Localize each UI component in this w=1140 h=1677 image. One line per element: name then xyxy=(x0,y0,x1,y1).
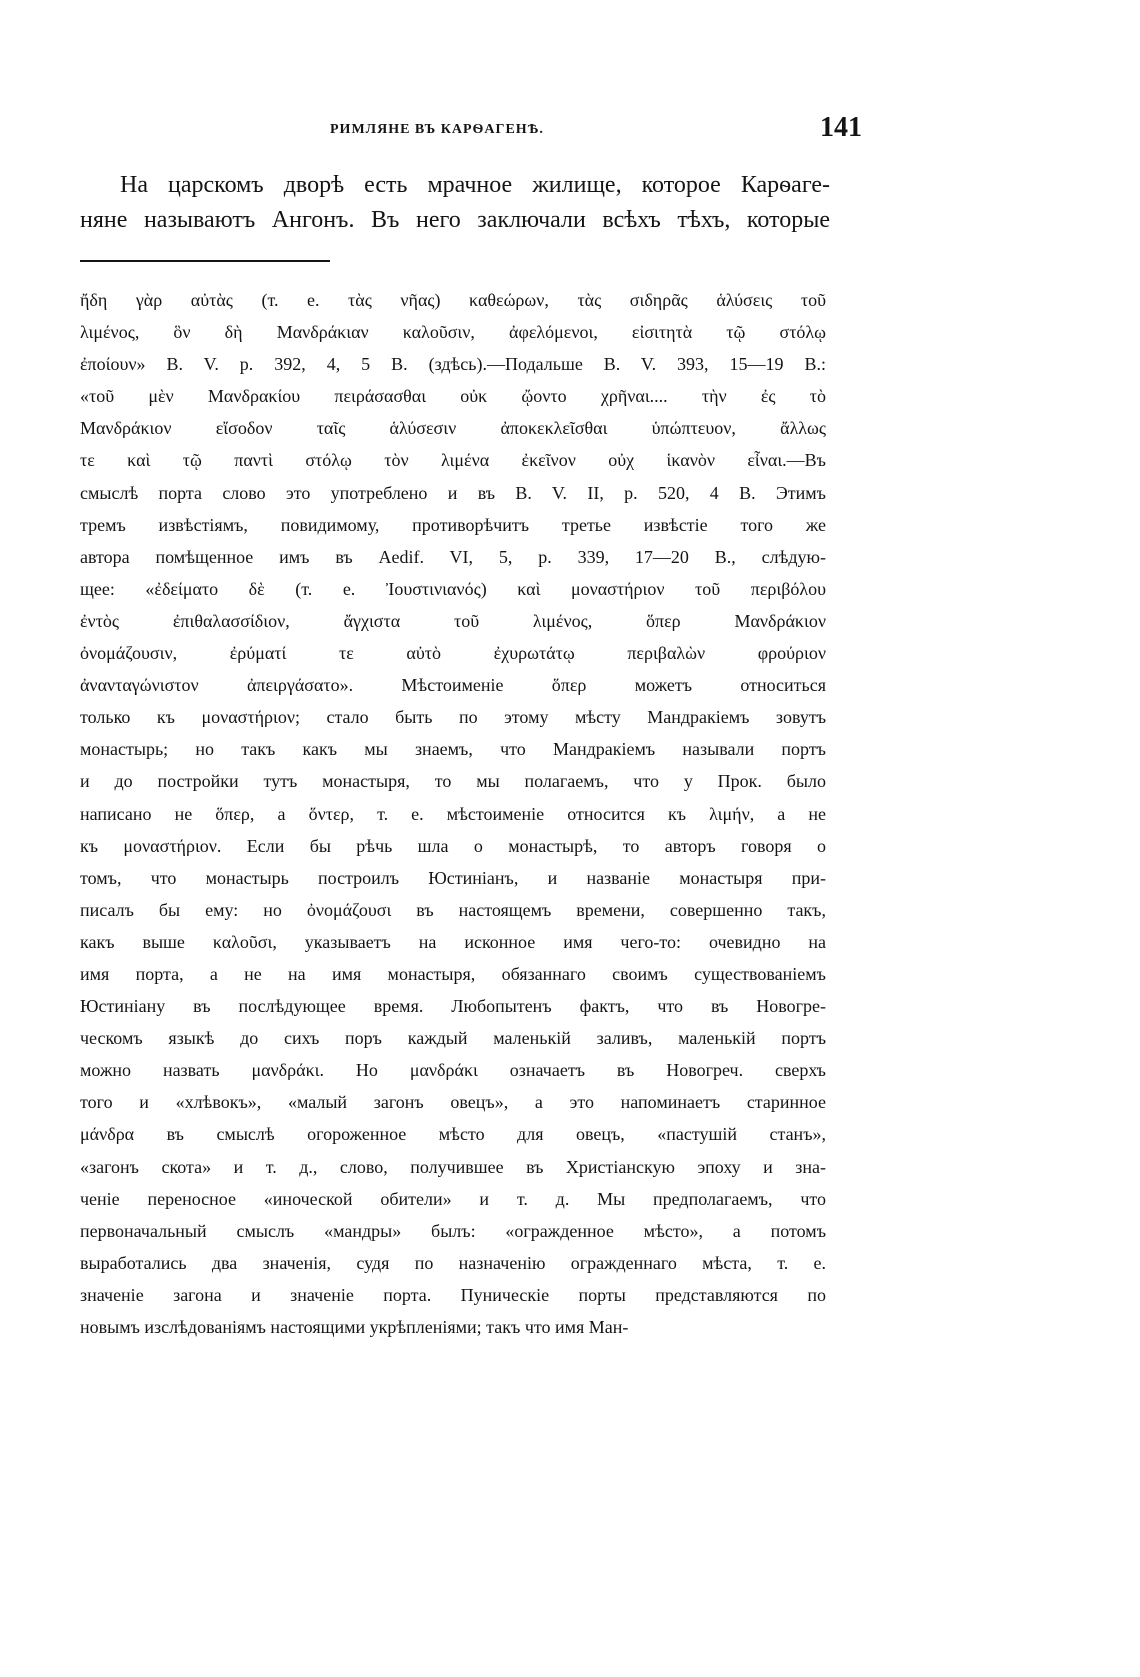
footnote-line: монастырь; но такъ какъ мы знаемъ, что Мандракіемъ называли портъ xyxy=(80,739,826,760)
page-number: 141 xyxy=(820,112,862,143)
footnote-line: ченіе переносное «иноческой обители» и т. д. Мы предполагаемъ, что xyxy=(80,1188,826,1209)
footnote-line: ἤδη γὰρ αὐτὰς (т. е. τὰς νῆας) καθεώρων, τὰς σιδηρᾶς ἁλύσεις τοῦ xyxy=(80,290,826,310)
main-text-line: няне называютъ Ангонъ. Въ него заключали всѣхъ тѣхъ, которые xyxy=(80,207,830,233)
footnote-line: имя порта, а не на имя монастыря, обязаннаго своимъ существованіемъ xyxy=(80,963,826,984)
footnote-line: автора помѣщенное имъ въ Aedif. VI, 5, p. 339, 17—20 B., слѣдую- xyxy=(80,546,826,567)
footnote-line: ческомъ языкѣ до сихъ поръ каждый маленькій заливъ, маленькій портъ xyxy=(80,1028,826,1049)
footnote-line: ὀνομάζουσιν, ἐρύματί τε αὐτὸ ἐχυρωτάτῳ περιβαλὼν φρούριον xyxy=(80,643,826,664)
main-text-line: На царскомъ дворѣ есть мрачное жилище, которое Карѳаге- xyxy=(120,172,830,198)
footnote-separator xyxy=(80,260,330,262)
footnote-line: того и «хлѣвокъ», «малый загонъ овецъ», а это напоминаетъ старинное xyxy=(80,1092,826,1113)
main-text xyxy=(80,168,830,238)
footnote-line: ἐντὸς ἐπιθαλασσίδιον, ἄγχιστα τοῦ λιμένος, ὅπερ Μανδράκιον xyxy=(80,610,826,631)
footnote-line: значеніе загона и значеніе порта. Пуническіе порты представляются по xyxy=(80,1284,826,1305)
footnote-line: ἀνανταγώνιστον ἀπειργάσατο». Мѣстоименіе ὅπερ можетъ относиться xyxy=(80,675,826,696)
footnote-line: первоначальный смыслъ «мандры» былъ: «огражденное мѣсто», а потомъ xyxy=(80,1220,826,1241)
footnote-line: τε καὶ τῷ παντὶ στόλῳ τὸν λιμένα ἐκεῖνον οὐχ ἱκανὸν εἶναι.—Въ xyxy=(80,450,826,471)
footnote xyxy=(80,284,826,1343)
footnote-line: написано не ὅπερ, а ὅντερ, т. е. мѣстоименіе относится къ λιμήν, а не xyxy=(80,803,826,824)
footnote-line: Юстиніану въ послѣдующее время. Любопытенъ фактъ, что въ Новогре- xyxy=(80,996,826,1017)
footnote-line: щее: «ἐδείματο δὲ (т. е. Ἰουστινιανός) καὶ μοναστήριον τοῦ περιβόλου xyxy=(80,578,826,599)
footnote-line: λιμένος, ὃν δὴ Μανδράκιαν καλοῦσιν, ἀφελόμενοι, εἰσιτητὰ τῷ στόλῳ xyxy=(80,322,826,343)
footnote-line: «загонъ скота» и т. д., слово, получившее въ Христіанскую эпоху и зна- xyxy=(80,1156,826,1177)
footnote-line: тремъ извѣстіямъ, повидимому, противорѣчитъ третье извѣстіе того же xyxy=(80,514,826,535)
footnote-line: томъ, что монастырь построилъ Юстиніанъ, и названіе монастыря при- xyxy=(80,867,826,888)
footnote-line: новымъ изслѣдованіямъ настоящими укрѣпленіями; такъ что имя Ман- xyxy=(80,1317,629,1337)
footnote-line: ἐποίουν» B. V. p. 392, 4, 5 B. (здѣсь).—Подальше B. V. 393, 15—19 B.: xyxy=(80,354,826,375)
footnote-line: Μανδράκιον εἴσοδον ταῖς ἁλύσεσιν ἀποκεκλεῖσθαι ὑπώπτευον, ἄλλως xyxy=(80,418,826,439)
footnote-line: къ μοναστήριον. Если бы рѣчь шла о монастырѣ, то авторъ говоря о xyxy=(80,835,826,856)
footnote-line: писалъ бы ему: но ὀνομάζουσι въ настоящемъ времени, совершенно такъ, xyxy=(80,899,826,920)
footnote-line: можно назвать μανδράκι. Но μανδράκι означаетъ въ Новогреч. сверхъ xyxy=(80,1060,826,1081)
footnote-line: выработались два значенія, судя по назначенію огражденнаго мѣста, т. е. xyxy=(80,1252,826,1273)
footnote-line: μάνδρα въ смыслѣ огороженное мѣсто для овецъ, «пастушій станъ», xyxy=(80,1124,826,1145)
footnote-line: только къ μοναστήριον; стало быть по этому мѣсту Мандракіемъ зовутъ xyxy=(80,707,826,728)
running-title: РИМЛЯНЕ ВЪ КАРѲАГЕНѢ. xyxy=(330,122,544,137)
footnote-line: и до постройки тутъ монастыря, то мы полагаемъ, что у Прок. было xyxy=(80,771,826,792)
footnote-line: смыслѣ порта слово это употреблено и въ B. V. II, p. 520, 4 B. Этимъ xyxy=(80,482,826,503)
footnote-line: какъ выше καλοῦσι, указываетъ на исконное имя чего-то: очевидно на xyxy=(80,931,826,952)
footnote-line: «τοῦ μὲν Μανδρακίου πειράσασθαι οὐκ ᾤοντο χρῆναι.... τὴν ἐς τὸ xyxy=(80,386,826,407)
